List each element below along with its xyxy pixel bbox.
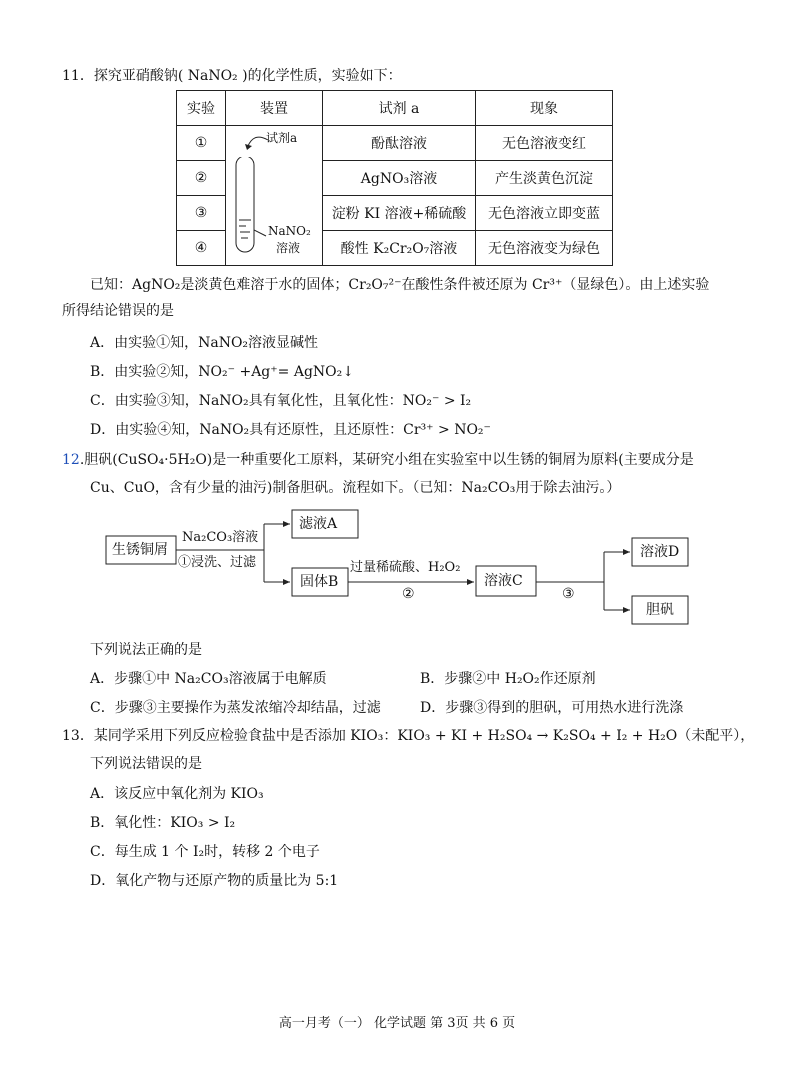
solution-label: 溶液: [276, 241, 301, 255]
experiment-table: [176, 90, 613, 266]
flow-step2-number: ②: [402, 586, 415, 602]
arrow-head: [283, 521, 290, 527]
q11-known-line2: 所得结论错误的是: [62, 303, 174, 319]
phenomenon-cell: 无色溶液立即变蓝: [476, 196, 613, 231]
page-footer: 高一月考（一） 化学试题 第 3页 共 6 页: [278, 1016, 516, 1031]
q12-option-b: B．步骤②中 H₂O₂作还原剂: [420, 671, 596, 687]
flow-solution-c: 溶液C: [484, 573, 523, 589]
q12-prompt: 下列说法正确的是: [90, 642, 202, 658]
flow-step1-operation: ①浸洗、过滤: [178, 555, 257, 570]
table-header: 实验: [177, 91, 226, 126]
table-row: [177, 126, 613, 161]
arrow-head: [283, 579, 290, 585]
test-tube-diagram: [226, 126, 322, 262]
flow-step2-reagent: 过量稀硫酸、H₂O₂: [350, 560, 461, 575]
flow-filtrate-a: 滤液A: [299, 516, 338, 532]
q12-option-d: D．步骤③得到的胆矾，可用热水进行洗涤: [420, 700, 684, 716]
table-header: 试剂 a: [323, 91, 476, 126]
q13-option-a: A．该反应中氧化剂为 KIO₃: [90, 786, 264, 802]
table-header: 装置: [226, 91, 323, 126]
q13-stem-line2: 下列说法错误的是: [90, 756, 202, 772]
q12-stem-text: .胆矾(CuSO₄·5H₂O)是一种重要化工原料，某研究小组在实验室中以生锈的铜屑为原料(主要成分是: [79, 452, 694, 468]
reagent-cell: 淀粉 KI 溶液+稀硫酸: [323, 196, 476, 231]
q13-option-d: D．氧化产物与还原产物的质量比为 5:1: [90, 873, 339, 889]
arrow-head: [623, 607, 630, 613]
flow-step1-reagent: Na₂CO₃溶液: [182, 530, 259, 545]
arrow-head: [467, 579, 474, 585]
reagent-cell: AgNO₃溶液: [323, 161, 476, 196]
q13-stem-line1: 13．某同学采用下列反应检验食盐中是否添加 KIO₃：KIO₃ + KI + H₂SO₄ → K₂SO₄ + I₂ + H₂O（未配平），: [62, 728, 755, 744]
flow-product: 胆矾: [646, 602, 674, 618]
q12-stem-line1: [62, 450, 694, 470]
experiment-number: ③: [177, 196, 226, 231]
q12-stem-line2: Cu、CuO，含有少量的油污)制备胆矾。流程如下。（已知：Na₂CO₃用于除去油污。）: [90, 480, 621, 496]
flow-start: 生锈铜屑: [112, 542, 168, 558]
table-header: 现象: [476, 91, 613, 126]
q11-option-d: D．由实验④知，NaNO₂具有还原性，且还原性：Cr³⁺ > NO₂⁻: [90, 422, 491, 438]
reagent-a-label: 试剂a: [266, 131, 298, 145]
pointer-line: [254, 230, 266, 236]
nano2-label: NaNO₂: [268, 224, 311, 238]
reagent-cell: 酸性 K₂Cr₂O₇溶液: [323, 231, 476, 266]
experiment-number: ①: [177, 126, 226, 161]
reagent-cell: 酚酞溶液: [323, 126, 476, 161]
table-header-row: [177, 91, 613, 126]
q13-option-b: B．氧化性：KIO₃ > I₂: [90, 815, 236, 831]
q11-stem: 11．探究亚硝酸钠( NaNO₂ )的化学性质，实验如下：: [62, 68, 402, 84]
q11-known-line1: 已知：AgNO₂是淡黄色难溶于水的固体；Cr₂O₇²⁻在酸性条件被还原为 Cr³⁺（显绿色）。由上述实验: [90, 277, 710, 293]
arrow-curve: [248, 137, 268, 146]
q11-option-b: B．由实验②知，NO₂⁻ +Ag⁺= AgNO₂↓: [90, 364, 354, 380]
apparatus-cell: [226, 126, 323, 266]
experiment-number: ④: [177, 231, 226, 266]
flow-step3-number: ③: [562, 586, 575, 602]
arrow-head: [623, 549, 630, 555]
q11-option-c: C．由实验③知，NaNO₂具有氧化性，且氧化性：NO₂⁻ > I₂: [90, 393, 472, 409]
q12-number: 12: [62, 452, 80, 468]
q12-option-c: C．步骤③主要操作为蒸发浓缩冷却结晶，过滤: [90, 700, 381, 716]
q13-option-c: C．每生成 1 个 I₂时，转移 2 个电子: [90, 844, 320, 860]
q11-option-a: A．由实验①知，NaNO₂溶液显碱性: [90, 335, 319, 351]
flow-solution-d: 溶液D: [640, 544, 680, 560]
experiment-number: ②: [177, 161, 226, 196]
phenomenon-cell: 无色溶液变为绿色: [476, 231, 613, 266]
flow-solid-b: 固体B: [300, 574, 339, 590]
phenomenon-cell: 无色溶液变红: [476, 126, 613, 161]
phenomenon-cell: 产生淡黄色沉淀: [476, 161, 613, 196]
q12-option-a: A．步骤①中 Na₂CO₃溶液属于电解质: [90, 671, 327, 687]
